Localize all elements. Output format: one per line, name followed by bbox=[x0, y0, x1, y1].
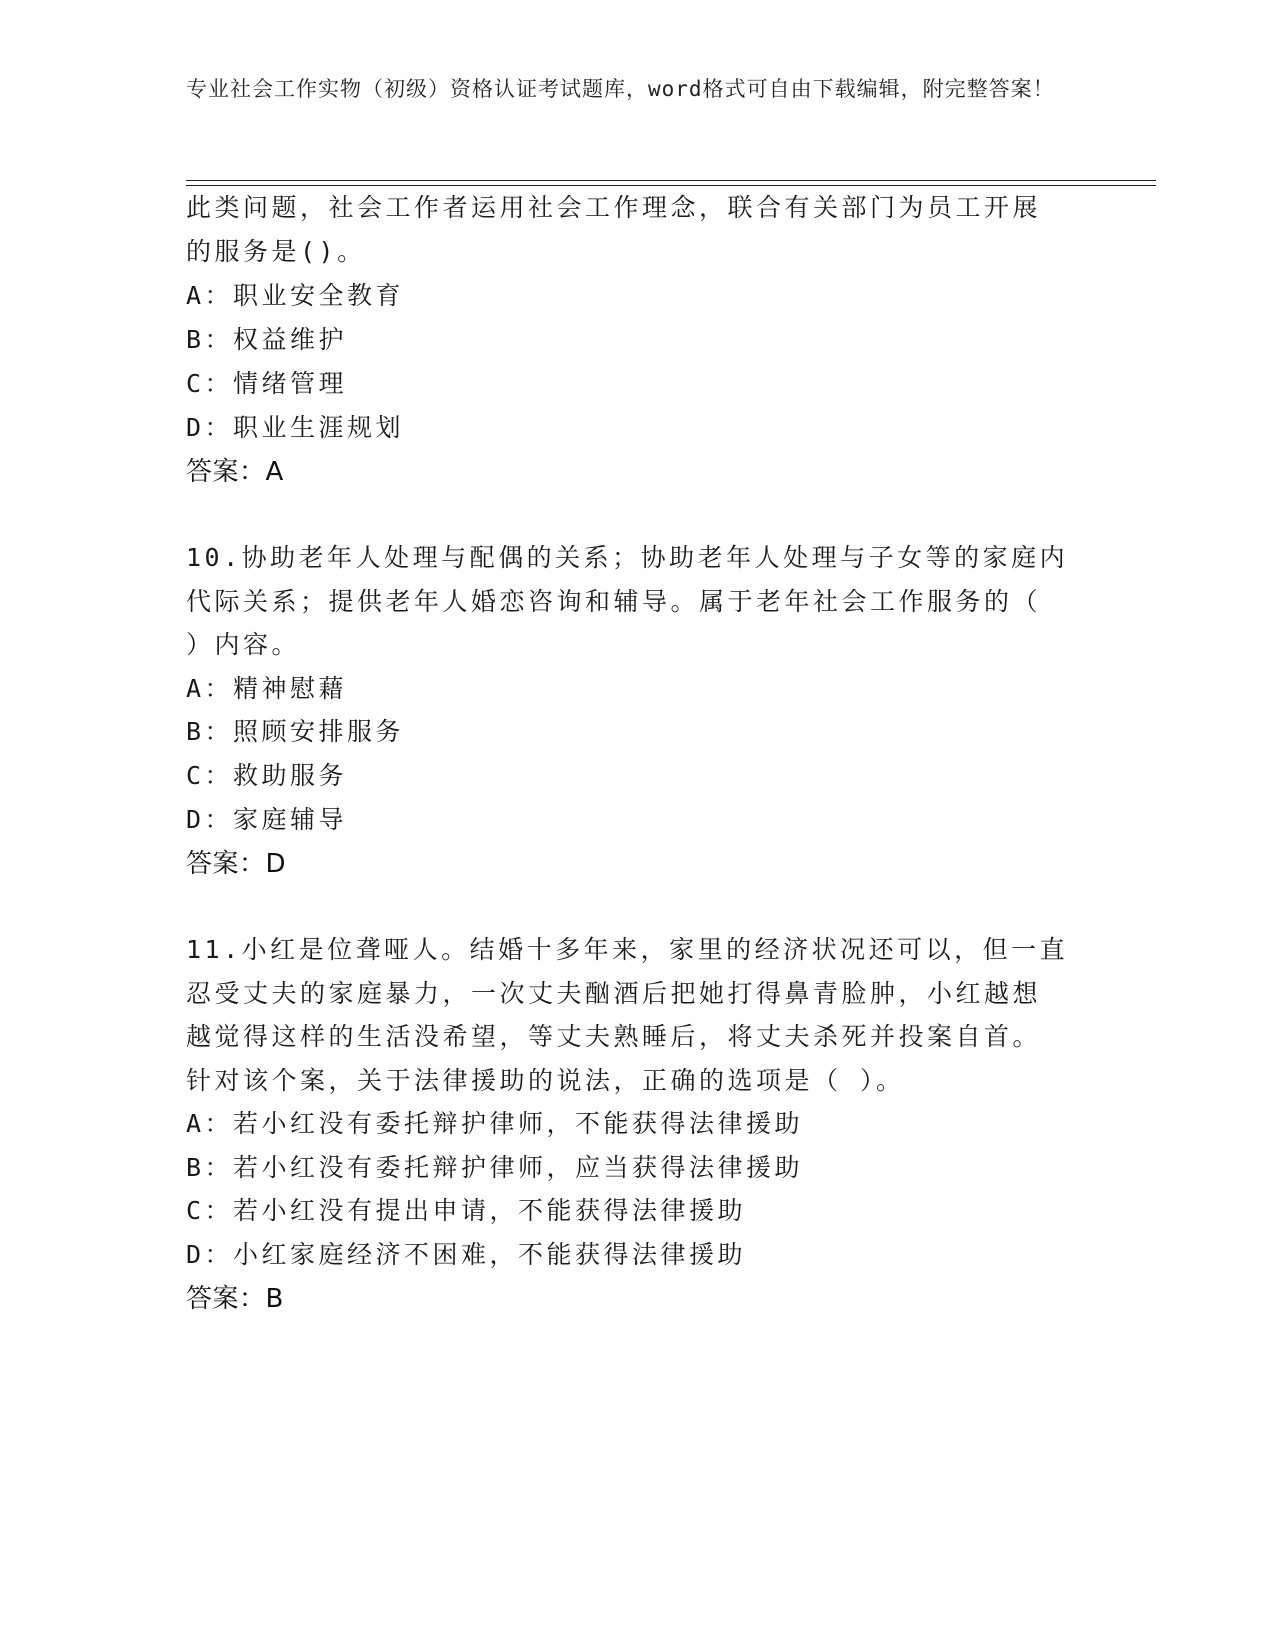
document-header: 专业社会工作实物（初级）资格认证考试题库，word格式可自由下载编辑，附完整答案！ bbox=[186, 77, 1055, 101]
header-divider-top bbox=[186, 180, 1156, 181]
option-d: D：小红家庭经济不困难，不能获得法律援助 bbox=[186, 1240, 747, 1269]
option-c: C：救助服务 bbox=[186, 761, 348, 790]
question-text-line: 11.小红是位聋哑人。结婚十多年来，家里的经济状况还可以，但一直 bbox=[186, 935, 1069, 964]
question-text-line: ）内容。 bbox=[186, 630, 301, 659]
question-text-line: 忍受丈夫的家庭暴力，一次丈夫酗酒后把她打得鼻青脸肿，小红越想 bbox=[186, 979, 1042, 1008]
option-d: D：职业生涯规划 bbox=[186, 413, 405, 442]
answer-label: 答案：A bbox=[186, 457, 284, 487]
question-text-line: 的服务是()。 bbox=[186, 237, 366, 266]
header-divider-bottom bbox=[186, 185, 1156, 186]
option-b: B：权益维护 bbox=[186, 325, 348, 354]
question-text-line: 代际关系；提供老年人婚恋咨询和辅导。属于老年社会工作服务的（ bbox=[186, 587, 1042, 616]
question-text-line: 10.协助老年人处理与配偶的关系；协助老年人处理与子女等的家庭内 bbox=[186, 543, 1069, 572]
option-a: A：职业安全教育 bbox=[186, 281, 405, 310]
option-c: C：若小红没有提出申请，不能获得法律援助 bbox=[186, 1196, 747, 1225]
option-b: B：照顾安排服务 bbox=[186, 717, 405, 746]
question-text-line: 此类问题，社会工作者运用社会工作理念，联合有关部门为员工开展 bbox=[186, 193, 1042, 222]
answer-label: 答案：B bbox=[186, 1284, 284, 1314]
option-a: A：精神慰藉 bbox=[186, 674, 348, 703]
option-b: B：若小红没有委托辩护律师，应当获得法律援助 bbox=[186, 1153, 804, 1182]
answer-label: 答案：D bbox=[186, 849, 287, 879]
option-c: C：情绪管理 bbox=[186, 369, 348, 398]
option-d: D：家庭辅导 bbox=[186, 805, 348, 834]
question-text-line: 越觉得这样的生活没希望，等丈夫熟睡后，将丈夫杀死并投案自首。 bbox=[186, 1022, 1042, 1051]
option-a: A：若小红没有委托辩护律师，不能获得法律援助 bbox=[186, 1109, 804, 1138]
question-text-line: 针对该个案，关于法律援助的说法，正确的选项是（ ）。 bbox=[186, 1066, 905, 1095]
